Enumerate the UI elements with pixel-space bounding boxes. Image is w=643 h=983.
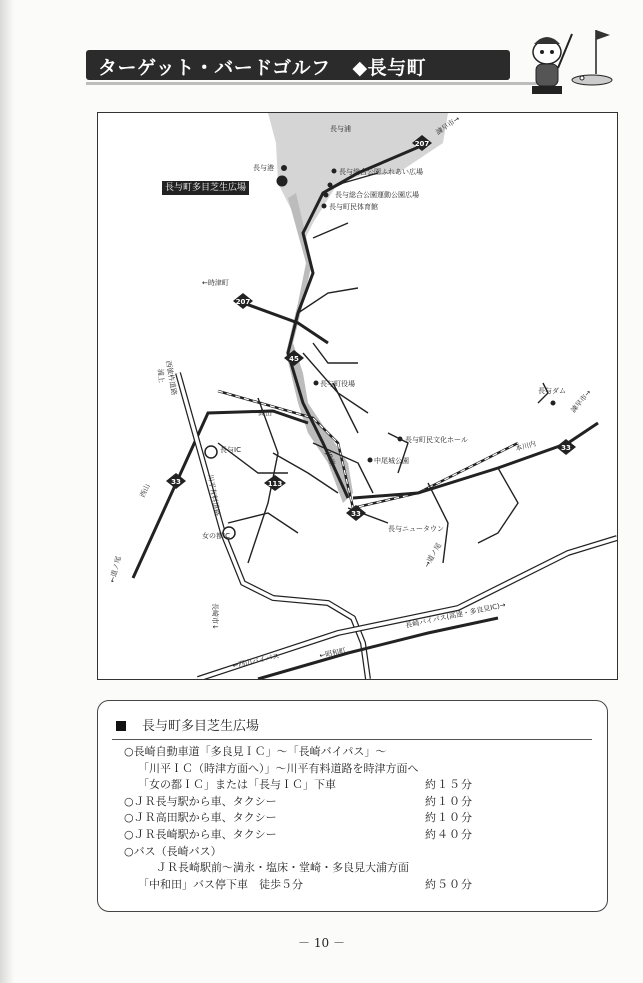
svg-text:33: 33 [171,478,181,486]
svg-text:女の都IC: 女の都IC [202,532,230,540]
svg-text:33: 33 [561,444,571,452]
access-map [97,112,618,680]
route-207-west [238,301,328,343]
page-title: ターゲット・バードゴルフ ◆長与町 [98,57,427,79]
info-heading: 長与町多目芝生広場 [116,715,259,734]
access-item: ○バス（長崎バス） [124,844,222,858]
svg-text:←道ノ尾: ←道ノ尾 [108,555,123,584]
minor-roads [218,173,548,563]
svg-text:33: 33 [351,510,361,518]
svg-text:←昭和町: ←昭和町 [318,646,347,660]
access-item: ○長崎自動車道「多良見ＩＣ」～「長崎バイパス」～ [124,745,387,758]
svg-text:長与町民体育館: 長与町民体育館 [329,203,378,211]
svg-text:45: 45 [289,355,299,363]
page-number: － 10 － [298,936,345,950]
svg-text:長与町民文化ホール: 長与町民文化ホール [405,436,468,444]
route-113-shield [264,475,286,491]
access-item: 「中和田」バス停下車 徒歩５分 約５０分 [138,877,473,891]
svg-text:長与IC: 長与IC [220,446,241,454]
svg-text:川平有料道路: 川平有料道路 [206,473,222,517]
svg-text:西山: 西山 [138,482,152,499]
access-list [98,744,607,893]
header-banner [86,50,510,80]
svg-text:JR線: JR線 [324,450,337,467]
venue-label: 長与町多目芝生広場 [162,181,249,195]
banner-underline [86,82,556,85]
svg-text:中尾城公園: 中尾城公園 [374,457,409,465]
route-33-west [133,411,308,578]
access-info-box [97,700,608,912]
access-item: ○ＪＲ長与駅から車、タクシー 約１０分 [124,794,473,808]
svg-text:長与港: 長与港 [253,164,274,172]
access-item: 「川平ＩＣ（時津方面へ）」～川平有料道路を時津方面へ [138,761,419,775]
svg-text:長与ダム: 長与ダム [538,387,566,395]
svg-text:←時津町: ←時津町 [202,279,229,287]
golf-mascot-illustration [512,22,620,102]
svg-text:207: 207 [414,140,430,148]
route-33-shield-b [346,505,366,521]
info-divider [112,739,592,740]
svg-text:長与浦: 長与浦 [330,125,351,133]
square-bullet-icon [116,721,126,731]
svg-text:本川内: 本川内 [514,439,537,453]
svg-text:→道ノ尾: →道ノ尾 [422,541,444,569]
svg-text:長与町役場: 長与町役場 [320,380,355,388]
svg-text:長崎バイパス(高速・多良見IC)→: 長崎バイパス(高速・多良見IC)→ [404,600,507,630]
svg-text:←西山バイパス: ←西山バイパス [231,652,281,670]
access-item: ○ＪＲ高田駅から車、タクシー 約１０分 [124,811,473,825]
svg-text:113: 113 [267,480,283,488]
access-item: 「女の都ＩＣ」または「長与ＩＣ」下車 約１５分 [138,778,473,792]
page-edge-shadow [0,0,14,983]
svg-text:長与総合公園ふれあい広場: 長与総合公園ふれあい広場 [339,168,423,176]
svg-text:浦上: 浦上 [156,368,166,384]
svg-text:207: 207 [235,298,251,306]
svg-text:諫早市→: 諫早市→ [434,114,462,137]
svg-text:諫早市→: 諫早市→ [569,388,593,415]
access-item: ○ＪＲ長崎駅から車、タクシー 約４０分 [124,827,473,841]
svg-text:西彼杵道路: 西彼杵道路 [164,359,178,396]
route-33-shield-a [166,473,186,489]
access-item: ＪＲ長崎駅前～満永・塩床・堂崎・多良見大浦方面 [156,861,409,875]
svg-text:長崎市↓: 長崎市↓ [211,603,219,630]
map-drawing [98,113,617,679]
svg-text:高田: 高田 [258,409,272,417]
svg-text:長与総合公園運動公園広場: 長与総合公園運動公園広場 [335,191,419,199]
location-title: ◆長与町 [352,57,427,79]
svg-text:長与ニュータウン: 長与ニュータウン [388,525,444,533]
